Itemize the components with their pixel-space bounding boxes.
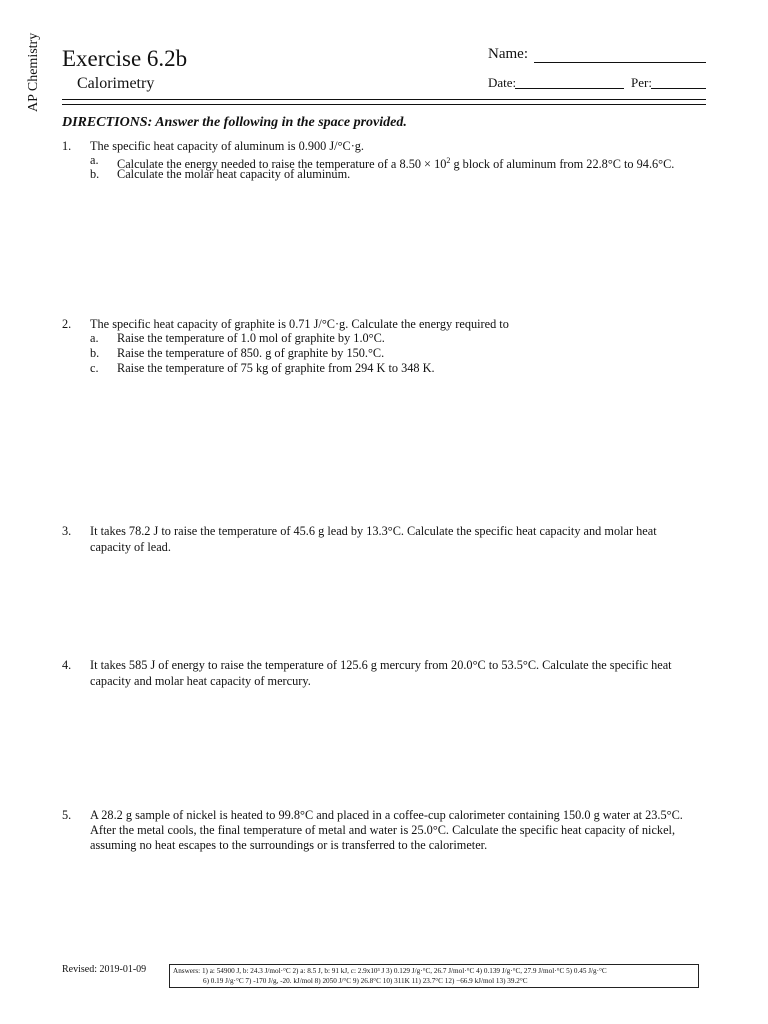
period-blank[interactable] bbox=[651, 88, 706, 89]
subpart-text: Raise the temperature of 75 kg of graphite from 294 K to 348 K. bbox=[117, 361, 435, 375]
directions-text: DIRECTIONS: Answer the following in the space provided. bbox=[62, 115, 407, 130]
subpart-letter: a. bbox=[90, 153, 99, 167]
course-label: AP Chemistry bbox=[26, 32, 41, 112]
question-text-line: After the metal cools, the final temperature of metal and water is 25.0°C. Calculate the specific heat capacity of nickel, bbox=[90, 823, 676, 837]
answer-key-line: 6) 0.19 J/g·°C 7) -170 J/g, -20. kJ/mol 8) 2050 J/°C 9) 26.8°C 10) 311K 11) 23.7°C 12) −66.9 kJ/mol 13) 39.2°C bbox=[203, 977, 528, 985]
question-text-line: capacity of lead. bbox=[90, 540, 171, 554]
question-text-line: It takes 585 J of energy to raise the temperature of 125.6 g mercury from 20.0°C to 53.5°C. Calculate the specific heat bbox=[90, 658, 672, 672]
question-number: 1. bbox=[62, 139, 72, 153]
subpart-letter: a. bbox=[90, 331, 99, 345]
answer-key-line: Answers: 1) a: 54900 J, b: 24.3 J/mol·°C 2) a: 8.5 J, b: 91 kJ, c: 2.9x10³ J 3) 0.129 J/g·°C, 26.7 J/mol·°C 4) 0.139 J/g·°C, 27.9 J/mol·°C 5) 0.45 J/g·°C bbox=[173, 967, 607, 975]
date-blank[interactable] bbox=[515, 88, 624, 89]
date-label: Date: bbox=[488, 75, 517, 90]
subpart-letter: c. bbox=[90, 361, 99, 375]
period-label: Per: bbox=[631, 75, 652, 90]
subpart-text: Calculate the molar heat capacity of aluminum. bbox=[117, 167, 351, 181]
question-text: The specific heat capacity of aluminum is 0.900 J/°C·g. bbox=[90, 139, 365, 153]
question-text-line: assuming no heat escapes to the surroundings or is transferred to the calorimeter. bbox=[90, 838, 488, 852]
subpart-text-end: g block of aluminum from 22.8°C to 94.6°C. bbox=[450, 157, 675, 172]
subpart-text-start: Calculate the energy needed to raise the temperature of a 8.50 × 10 bbox=[117, 157, 447, 172]
subpart-text: Raise the temperature of 1.0 mol of graphite by 1.0°C. bbox=[117, 331, 385, 345]
subpart-letter: b. bbox=[90, 167, 100, 181]
subpart-letter: b. bbox=[90, 346, 100, 360]
question-text: The specific heat capacity of graphite is 0.71 J/°C·g. Calculate the energy required to bbox=[90, 317, 509, 331]
question-number: 5. bbox=[62, 808, 72, 822]
page-title: Exercise 6.2b bbox=[62, 46, 188, 71]
exponent: 2 bbox=[446, 156, 451, 165]
answer-key-box bbox=[169, 964, 699, 988]
question-text-line: It takes 78.2 J to raise the temperature of 45.6 g lead by 13.3°C. Calculate the specific heat capacity and molar heat bbox=[90, 524, 657, 538]
page-subtitle: Calorimetry bbox=[77, 75, 155, 92]
question-text-line: capacity and molar heat capacity of mercury. bbox=[90, 674, 311, 688]
name-label: Name: bbox=[488, 46, 528, 62]
question-text-line: A 28.2 g sample of nickel is heated to 99.8°C and placed in a coffee-cup calorimeter containing 150.0 g water at 23.5°C. bbox=[90, 808, 683, 822]
question-number: 4. bbox=[62, 658, 72, 672]
header-divider-bottom bbox=[62, 104, 706, 105]
question-number: 2. bbox=[62, 317, 72, 331]
name-blank[interactable] bbox=[534, 62, 706, 63]
header-divider-top bbox=[62, 99, 706, 100]
revised-date: Revised: 2019-01-09 bbox=[62, 964, 147, 975]
subpart-text: Raise the temperature of 850. g of graphite by 150.°C. bbox=[117, 346, 385, 360]
question-number: 3. bbox=[62, 524, 72, 538]
